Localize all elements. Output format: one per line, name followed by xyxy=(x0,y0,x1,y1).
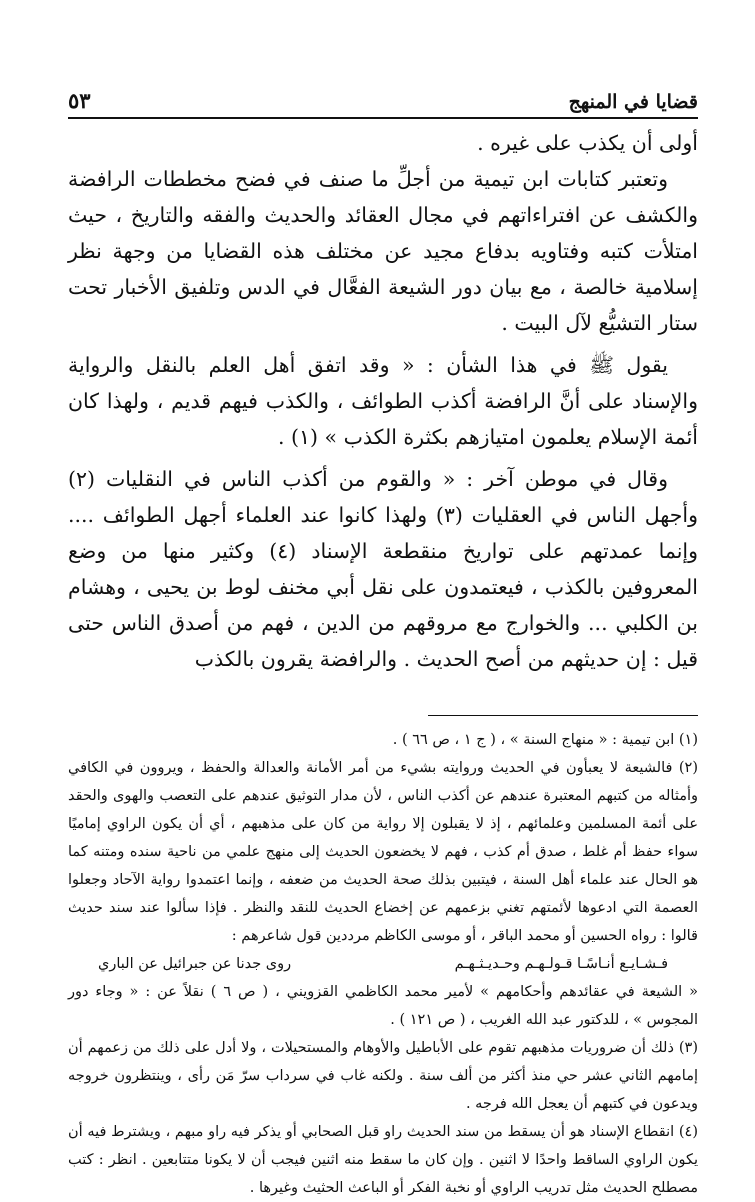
page-number: ٥٣ xyxy=(68,88,91,113)
paragraph-1: أولى أن يكذب على غيره . xyxy=(477,131,698,155)
book-page xyxy=(68,88,698,1202)
running-title: قضايا في المنهج xyxy=(568,91,698,113)
footnote-1: (١) ابن تيمية : « منهاج السنة » ، ( ج ١ ، ص ٦٦ ) . xyxy=(392,732,698,748)
footnote-2: (٢) فالشيعة لا يعبأون في الحديث وروايته بشيء من أمر الأمانة والعدالة والحفظ ، ويروون في الكافي وأمثاله من كتبهم المعتبرة عندهم عن أكذب الناس ، لأن مدار التوثيق عندهم على التعصب والهوى والحقد على أئمة المسلمين وعلمائهم ، إذ لا يقبلون إلا رواية من كان على مذهبهم ، أي أن يكون الراوي إماميًا سواء حفظ أم غلط ، صدق أم كذب ، فهم لا يخضعون الحديث إلى منهج علمي من ناحية سنده ومتنه كما هو الحال عند علماء أهل السنة ، فيتبين بذلك صحة الحديث من ضعفه ، وإنما اعتمدوا رواية الآحاد وجعلوا العصمة التي ادعوها لأئمتهم تغني بزعمهم عن إخضاع الحديث للنقد والنظر . فإذا سألوا عند سند حديث قالوا : رواه الحسين أو محمد الباقر ، أو موسى الكاظم مرددين قول شاعرهم : xyxy=(68,760,698,944)
paragraph-3: يقول ﷺ في هذا الشأن : « وقد اتفق أهل العلم بالنقل والرواية والإسناد على أنَّ الرافضة أكذب الطوائف ، والكذب فيهم قديم ، ولهذا كان أئمة الإسلام يعلمون امتيازهم بكثرة الكذب » (١) . xyxy=(68,353,698,449)
verse-first-hemistich: فـشـايـع أنـاسًـا قـولـهـم وحـديـثـهـم xyxy=(454,956,668,972)
paragraph-4: وقال في موطن آخر : « والقوم من أكذب الناس في النقليات (٢) وأجهل الناس في العقليات (٣) ولهذا كانوا عند العلماء أجهل الطوائف .... وإنما عمدتهم على تواريخ منقطعة الإسناد (٤) وكثير منها من وضع المعروفين بالكذب ، فيعتمدون على نقل أبي مخنف لوط بن يحيى ، وهشام بن الكلبي ... والخوارج مع مروقهم من الدين ، فهم من أصدق الناس حتى قيل : إن حديثهم من أصح الحديث . والرافضة يقرون بالكذب xyxy=(68,467,698,671)
main-text xyxy=(68,125,698,677)
footnote-verse xyxy=(68,950,698,978)
footnote-3: (٣) ذلك أن ضروريات مذهبهم تقوم على الأباطيل والأوهام والمستحيلات ، ولا أدل على ذلك من زعمهم أن إمامهم الثاني عشر حي منذ أكثر من ألف سنة . ولكنه غاب في سرداب سرّ مَن رأى ، وينتظرون خروجه ويدعون في كتبهم أن يعجل الله فرجه . xyxy=(68,1040,698,1112)
footnote-4: (٤) انقطاع الإسناد هو أن يسقط من سند الحديث راو قبل الصحابي أو يذكر فيه راو مبهم ، ويشترط فيه أن يكون الراوي الساقط واحدًا لا اثنين . وإن كان ما سقط منه اثنين فيجب أن لا يكونا متتابعين . انظر : كتب مصطلح الحديث مثل تدريب الراوي أو نخبة الفكر أو الباعث الحثيث وغيرها . xyxy=(68,1124,698,1196)
footnotes xyxy=(68,726,698,1202)
running-header xyxy=(68,88,698,119)
paragraph-2: وتعتبر كتابات ابن تيمية من أجلِّ ما صنف في فضح مخططات الرافضة والكشف عن افتراءاتهم في مجال العقائد والحديث والفقه والتاريخ ، حيث امتلأت كتبه وفتاويه بدفاع مجيد عن مختلف هذه القضايا من وجهة نظر إسلامية خالصة ، مع بيان دور الشيعة الفعَّال في الدس وتلفيق الأخبار تحت ستار التشيُّع لآل البيت . xyxy=(68,167,698,335)
verse-second-hemistich: روى جدنا عن جبرائيل عن الباري xyxy=(98,956,292,972)
footnote-separator xyxy=(428,715,698,716)
footnote-2-source: « الشيعة في عقائدهم وأحكامهم » لأمير محمد الكاظمي القزويني ، ( ص ٦ ) نقلاً عن : « وجاء دور المجوس » ، للدكتور عبد الله الغريب ، ( ص ١٢١ ) . xyxy=(68,984,698,1028)
